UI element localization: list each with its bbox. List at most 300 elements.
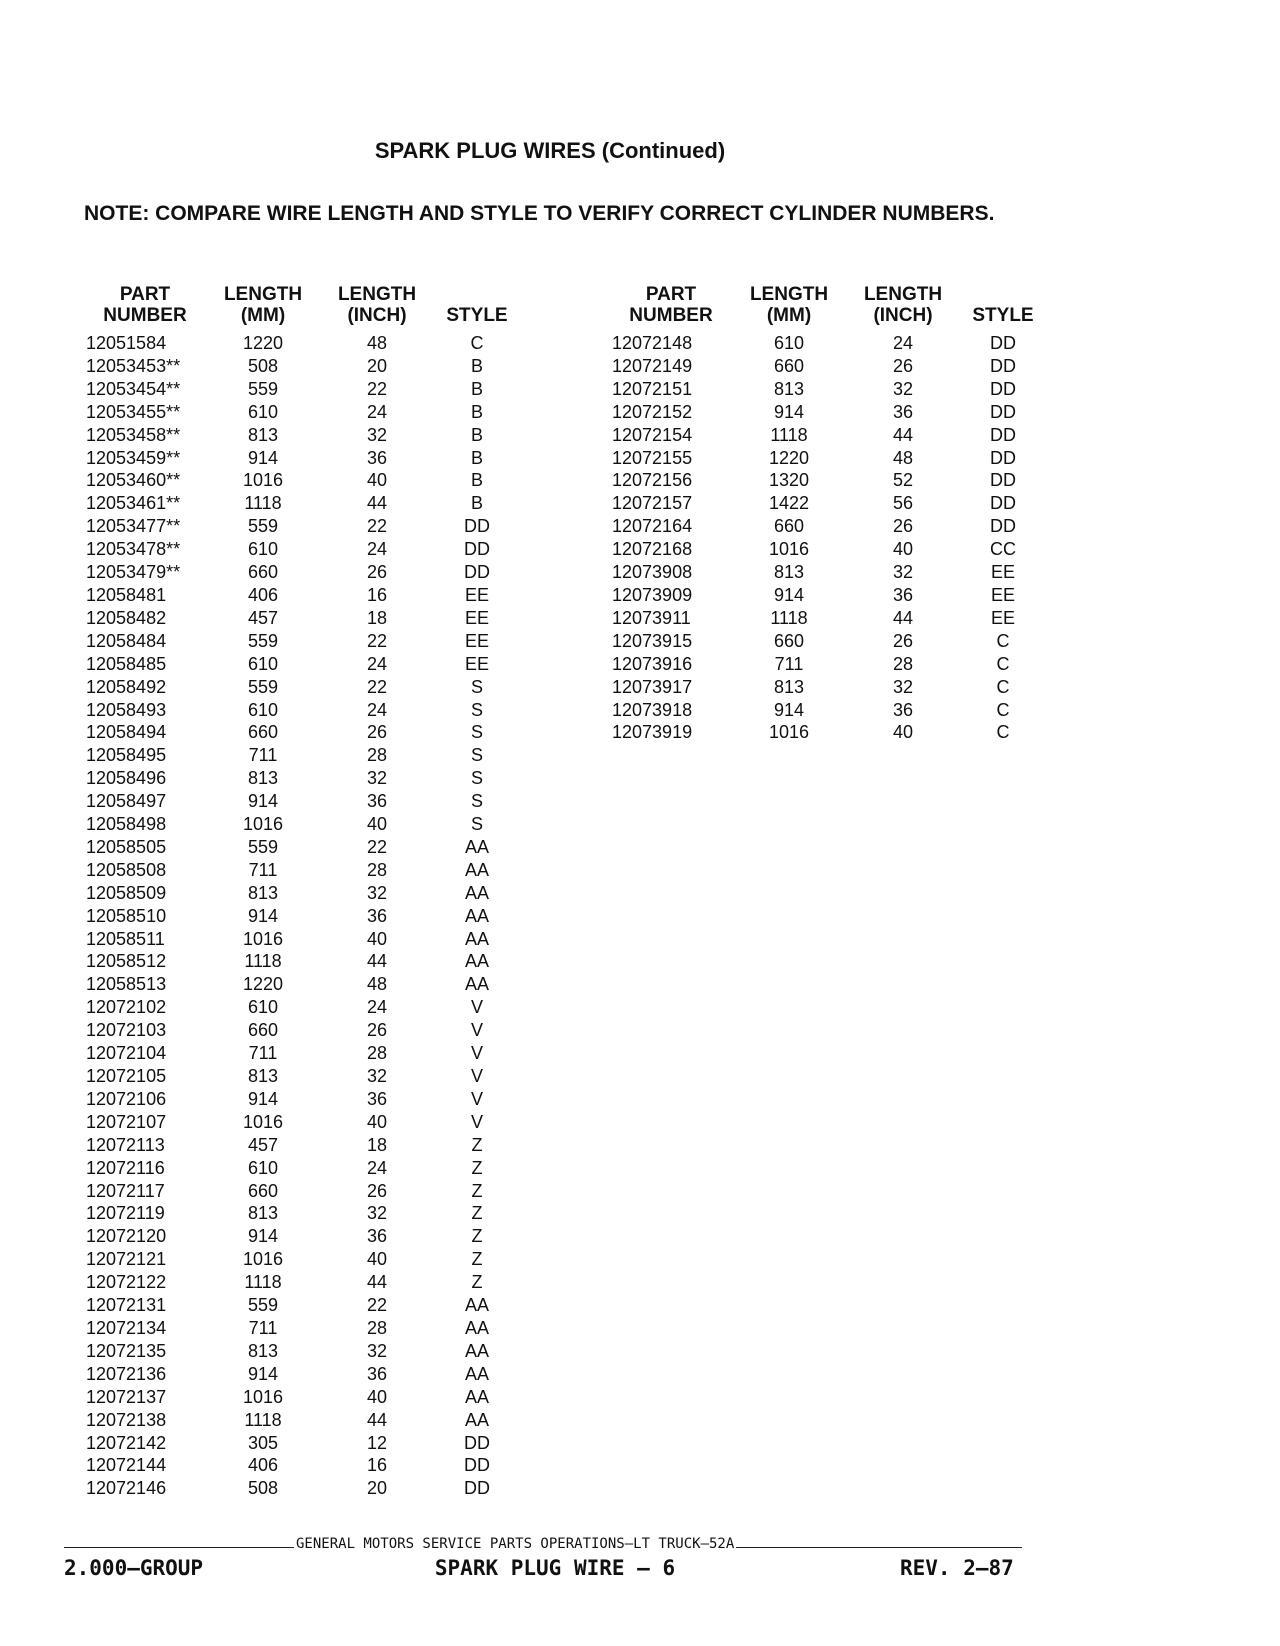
style-cell: EE: [990, 584, 1015, 605]
length-inch-cell: 44: [892, 607, 914, 628]
length-mm-cell: 914: [247, 1226, 279, 1247]
length-mm-cell: 406: [247, 1455, 279, 1476]
length-mm-cell: 711: [774, 653, 804, 674]
table-row: [86, 905, 522, 928]
length-mm-cell: 559: [247, 836, 279, 857]
length-mm-cell: 660: [247, 562, 279, 583]
length-inch-cell: 22: [366, 378, 388, 399]
length-mm-cell: 914: [773, 401, 805, 422]
table-row: [86, 859, 522, 882]
table-row: [612, 378, 1048, 401]
part-number-cell: 12058513: [86, 974, 167, 995]
part-number-cell: 12058509: [86, 882, 167, 903]
part-number-cell: 12058498: [86, 814, 167, 835]
part-number-cell: 12072121: [86, 1249, 167, 1270]
table-row: [86, 882, 522, 905]
length-inch-cell: 26: [892, 355, 914, 376]
length-mm-cell: 1118: [244, 951, 282, 972]
style-cell: Z: [471, 1226, 483, 1247]
table-row: [86, 1432, 522, 1455]
part-number-cell: 12053455**: [86, 401, 181, 422]
length-mm-cell: 711: [248, 1317, 278, 1338]
length-inch-cell: 40: [892, 539, 914, 560]
part-number-cell: 12053453**: [86, 355, 181, 376]
length-inch-cell: 32: [366, 1340, 388, 1361]
length-mm-cell: 508: [247, 355, 279, 376]
header-part-number: PART NUMBER: [629, 284, 713, 326]
part-number-cell: 12072144: [86, 1455, 167, 1476]
table-row: [86, 836, 522, 859]
part-number-cell: 12072116: [86, 1157, 165, 1178]
length-inch-cell: 24: [892, 333, 914, 353]
style-cell: DD: [990, 516, 1016, 537]
part-number-cell: 12072152: [612, 401, 693, 422]
length-inch-cell: 40: [366, 1386, 388, 1407]
style-cell: DD: [990, 401, 1016, 422]
style-cell: V: [470, 1111, 483, 1132]
length-mm-cell: 1118: [244, 1409, 282, 1430]
style-cell: AA: [464, 1409, 489, 1430]
length-mm-cell: 559: [247, 676, 279, 697]
style-cell: AA: [464, 951, 489, 972]
length-inch-cell: 18: [366, 1134, 388, 1155]
style-cell: V: [470, 1066, 483, 1086]
style-cell: AA: [464, 1317, 489, 1338]
length-inch-cell: 44: [892, 424, 914, 445]
length-mm-cell: 305: [247, 1432, 279, 1453]
table-row: [86, 1111, 522, 1134]
part-number-cell: 12072168: [612, 539, 693, 560]
table-row: [612, 561, 1048, 584]
length-mm-cell: 1220: [768, 447, 810, 468]
part-number-cell: 12072122: [86, 1272, 167, 1293]
style-cell: S: [470, 745, 483, 766]
style-cell: DD: [990, 355, 1016, 376]
length-mm-cell: 1016: [242, 1111, 284, 1132]
table-row: [86, 1477, 522, 1500]
length-inch-cell: 40: [366, 470, 388, 491]
length-mm-cell: 813: [773, 378, 805, 399]
style-cell: DD: [990, 378, 1016, 399]
style-cell: EE: [464, 584, 489, 605]
part-number-cell: 12053460**: [86, 470, 181, 491]
length-inch-cell: 36: [366, 791, 388, 812]
style-cell: DD: [464, 1432, 490, 1453]
part-number-cell: 12058484: [86, 630, 167, 651]
style-cell: AA: [464, 882, 489, 903]
table-row: [86, 401, 522, 424]
length-mm-cell: 1016: [242, 928, 284, 949]
table-row: [86, 561, 522, 584]
style-cell: S: [470, 699, 483, 720]
table-row: [86, 1248, 522, 1271]
length-mm-cell: 406: [247, 584, 279, 605]
length-inch-cell: 28: [892, 653, 914, 674]
table-row: [86, 1202, 522, 1225]
style-cell: C: [996, 630, 1010, 651]
table-row: [86, 1180, 522, 1203]
table-row: [86, 515, 522, 538]
table-row: [612, 469, 1048, 492]
part-number-cell: 12053479**: [86, 562, 181, 583]
length-mm-cell: 559: [247, 630, 279, 651]
length-inch-cell: 32: [366, 882, 388, 903]
part-number-cell: 12072107: [86, 1111, 167, 1132]
style-cell: DD: [464, 1478, 490, 1499]
length-mm-cell: 610: [247, 539, 279, 560]
table-row: [86, 790, 522, 813]
part-number-cell: 12072156: [612, 470, 693, 491]
style-cell: V: [470, 997, 483, 1018]
length-inch-cell: 22: [366, 630, 388, 651]
style-cell: S: [470, 768, 483, 789]
length-inch-cell: 40: [366, 1111, 388, 1132]
length-mm-cell: 914: [773, 584, 805, 605]
part-number-cell: 12072120: [86, 1226, 167, 1247]
part-number-cell: 12072155: [612, 447, 693, 468]
part-number-cell: 12058510: [86, 905, 167, 926]
length-mm-cell: 1016: [242, 470, 284, 491]
table-row: [86, 767, 522, 790]
length-mm-cell: 559: [247, 1295, 279, 1316]
length-inch-cell: 32: [366, 1203, 388, 1224]
length-mm-cell: 1118: [244, 1272, 282, 1293]
style-cell: DD: [464, 1455, 490, 1476]
table-row: [86, 699, 522, 722]
length-inch-cell: 32: [366, 1066, 388, 1086]
length-inch-cell: 20: [366, 1478, 388, 1499]
footer-group: 2.000–GROUP: [64, 1556, 204, 1580]
part-number-cell: 12073917: [612, 676, 693, 697]
length-inch-cell: 32: [892, 676, 914, 697]
table-row: [86, 813, 522, 836]
table-row: [86, 447, 522, 470]
length-inch-cell: 36: [366, 1226, 388, 1247]
table-row: [86, 492, 522, 515]
length-inch-cell: 48: [366, 333, 388, 353]
length-inch-cell: 26: [892, 630, 914, 651]
header-length-mm: LENGTH (MM): [223, 284, 303, 326]
table-row: [86, 950, 522, 973]
part-number-cell: 12072135: [86, 1340, 167, 1361]
part-number-cell: 12058494: [86, 722, 167, 743]
length-inch-cell: 32: [892, 378, 914, 399]
style-cell: B: [470, 355, 483, 376]
part-number-cell: 12058511: [86, 928, 165, 949]
part-number-cell: 12053458**: [86, 424, 181, 445]
table-row: [612, 721, 1048, 744]
style-cell: AA: [464, 1363, 489, 1384]
part-number-cell: 12058481: [86, 584, 167, 605]
style-cell: AA: [464, 928, 489, 949]
table-row: [86, 424, 522, 447]
part-number-cell: 12072151: [612, 378, 693, 399]
table-row: [86, 1157, 522, 1180]
table-row: [612, 515, 1048, 538]
length-inch-cell: 24: [366, 539, 388, 560]
part-number-cell: 12072119: [86, 1203, 165, 1224]
part-number-cell: 12073908: [612, 562, 693, 583]
length-inch-cell: 12: [366, 1432, 388, 1453]
table-body-left: [86, 332, 522, 1500]
style-cell: EE: [990, 562, 1015, 583]
table-row: [86, 744, 522, 767]
style-cell: Z: [471, 1180, 483, 1201]
length-inch-cell: 24: [366, 653, 388, 674]
part-number-cell: 12072104: [86, 1043, 167, 1064]
parts-table-left: [86, 284, 522, 1500]
length-inch-cell: 32: [366, 768, 388, 789]
length-mm-cell: 813: [773, 676, 805, 697]
style-cell: DD: [464, 539, 490, 560]
style-cell: Z: [471, 1157, 483, 1178]
part-number-cell: 12072131: [86, 1295, 167, 1316]
part-number-cell: 12072102: [86, 997, 167, 1018]
length-inch-cell: 26: [366, 722, 388, 743]
style-cell: CC: [990, 539, 1016, 560]
table-row: [612, 584, 1048, 607]
part-number-cell: 12053478**: [86, 539, 181, 560]
length-inch-cell: 48: [892, 447, 914, 468]
style-cell: B: [470, 447, 483, 468]
length-inch-cell: 36: [366, 905, 388, 926]
length-inch-cell: 40: [366, 928, 388, 949]
part-number-cell: 12058485: [86, 653, 167, 674]
style-cell: AA: [464, 836, 489, 857]
table-row: [86, 721, 522, 744]
table-row: [612, 630, 1048, 653]
style-cell: B: [470, 470, 483, 491]
length-mm-cell: 813: [247, 424, 279, 445]
table-row: [86, 1019, 522, 1042]
length-mm-cell: 813: [247, 1066, 279, 1086]
length-mm-cell: 610: [247, 997, 279, 1018]
length-mm-cell: 914: [247, 791, 279, 812]
part-number-cell: 12072148: [612, 333, 693, 353]
length-inch-cell: 20: [366, 355, 388, 376]
table-row: [86, 1065, 522, 1088]
part-number-cell: 12072117: [86, 1180, 165, 1201]
length-mm-cell: 711: [248, 745, 278, 766]
part-number-cell: 12073919: [612, 722, 693, 743]
page-note: NOTE: COMPARE WIRE LENGTH AND STYLE TO VERIFY CORRECT CYLINDER NUMBERS.: [84, 202, 995, 225]
table-body-right: [612, 332, 1048, 744]
length-inch-cell: 24: [366, 401, 388, 422]
table-row: [86, 973, 522, 996]
header-part-number: PART NUMBER: [103, 284, 187, 326]
table-row: [86, 607, 522, 630]
part-number-cell: 12058496: [86, 768, 167, 789]
footer-revision: REV. 2–87: [900, 1556, 1014, 1580]
length-mm-cell: 813: [247, 1340, 279, 1361]
table-row: [86, 1454, 522, 1477]
part-number-cell: 12072149: [612, 355, 693, 376]
style-cell: AA: [464, 859, 489, 880]
length-inch-cell: 26: [892, 516, 914, 537]
length-inch-cell: 26: [366, 1020, 388, 1041]
length-mm-cell: 813: [247, 882, 279, 903]
part-number-cell: 12058505: [86, 836, 167, 857]
header-style: STYLE: [446, 305, 508, 326]
part-number-cell: 12053477**: [86, 516, 181, 537]
length-inch-cell: 24: [366, 997, 388, 1018]
length-inch-cell: 52: [892, 470, 914, 491]
page-title: SPARK PLUG WIRES (Continued): [374, 138, 726, 163]
style-cell: S: [470, 791, 483, 812]
part-number-cell: 12058512: [86, 951, 167, 972]
style-cell: AA: [464, 905, 489, 926]
length-inch-cell: 44: [366, 493, 388, 514]
style-cell: EE: [464, 607, 489, 628]
length-mm-cell: 813: [773, 562, 805, 583]
style-cell: Z: [471, 1272, 483, 1293]
length-inch-cell: 32: [366, 424, 388, 445]
table-row: [612, 538, 1048, 561]
style-cell: V: [470, 1020, 483, 1041]
part-number-cell: 12058482: [86, 607, 167, 628]
table-row: [86, 653, 522, 676]
style-cell: EE: [990, 607, 1015, 628]
style-cell: B: [470, 378, 483, 399]
length-inch-cell: 24: [366, 1157, 388, 1178]
style-cell: B: [470, 424, 483, 445]
table-header-row: [612, 284, 1048, 332]
length-inch-cell: 28: [366, 859, 388, 880]
part-number-cell: 12072113: [86, 1134, 165, 1155]
length-inch-cell: 22: [366, 836, 388, 857]
part-number-cell: 12053454**: [86, 378, 181, 399]
style-cell: Z: [471, 1134, 483, 1155]
length-mm-cell: 1320: [768, 470, 810, 491]
style-cell: C: [996, 722, 1010, 743]
style-cell: C: [470, 333, 484, 353]
part-number-cell: 12072157: [612, 493, 693, 514]
length-mm-cell: 660: [247, 1180, 279, 1201]
length-inch-cell: 36: [366, 447, 388, 468]
style-cell: DD: [990, 333, 1016, 353]
length-mm-cell: 457: [247, 607, 279, 628]
length-inch-cell: 22: [366, 676, 388, 697]
length-mm-cell: 813: [247, 768, 279, 789]
table-row: [86, 355, 522, 378]
length-mm-cell: 914: [247, 1363, 279, 1384]
length-inch-cell: 44: [366, 1272, 388, 1293]
part-number-cell: 12072105: [86, 1066, 167, 1086]
length-inch-cell: 22: [366, 1295, 388, 1316]
length-mm-cell: 559: [247, 516, 279, 537]
length-mm-cell: 1016: [242, 1249, 284, 1270]
table-row: [612, 332, 1048, 355]
length-mm-cell: 914: [247, 447, 279, 468]
length-mm-cell: 660: [773, 516, 805, 537]
length-inch-cell: 26: [366, 562, 388, 583]
header-length-inch: LENGTH (INCH): [337, 284, 417, 326]
length-mm-cell: 1220: [242, 974, 284, 995]
length-inch-cell: 28: [366, 1317, 388, 1338]
part-number-cell: 12058495: [86, 745, 167, 766]
part-number-cell: 12072154: [612, 424, 693, 445]
table-row: [86, 1340, 522, 1363]
length-inch-cell: 32: [892, 562, 914, 583]
style-cell: EE: [464, 630, 489, 651]
table-row: [86, 1386, 522, 1409]
part-number-cell: 12058497: [86, 791, 167, 812]
table-row: [86, 1225, 522, 1248]
part-number-cell: 12072138: [86, 1409, 167, 1430]
length-mm-cell: 711: [248, 1043, 278, 1064]
table-row: [86, 630, 522, 653]
table-row: [612, 401, 1048, 424]
length-inch-cell: 16: [366, 1455, 388, 1476]
length-inch-cell: 40: [892, 722, 914, 743]
table-row: [86, 469, 522, 492]
length-mm-cell: 1118: [244, 493, 282, 514]
table-row: [612, 607, 1048, 630]
length-mm-cell: 914: [247, 905, 279, 926]
part-number-cell: 12072134: [86, 1317, 167, 1338]
part-number-cell: 12058492: [86, 676, 167, 697]
length-inch-cell: 36: [892, 401, 914, 422]
part-number-cell: 12072137: [86, 1386, 167, 1407]
part-number-cell: 12072136: [86, 1363, 167, 1384]
table-row: [86, 1294, 522, 1317]
style-cell: S: [470, 676, 483, 697]
length-mm-cell: 660: [247, 1020, 279, 1041]
length-mm-cell: 1220: [242, 333, 284, 353]
parts-table-right: [612, 284, 1048, 744]
part-number-cell: 12072164: [612, 516, 693, 537]
part-number-cell: 12072142: [86, 1432, 167, 1453]
length-mm-cell: 508: [247, 1478, 279, 1499]
style-cell: V: [470, 1043, 483, 1064]
part-number-cell: 12072106: [86, 1088, 167, 1109]
style-cell: C: [996, 699, 1010, 720]
length-inch-cell: 56: [892, 493, 914, 514]
table-row: [86, 378, 522, 401]
length-mm-cell: 1016: [768, 539, 810, 560]
length-mm-cell: 610: [773, 333, 805, 353]
style-cell: DD: [990, 470, 1016, 491]
footer-publisher: GENERAL MOTORS SERVICE PARTS OPERATIONS—LT TRUCK—52A: [296, 1536, 735, 1552]
table-row: [86, 1409, 522, 1432]
style-cell: B: [470, 493, 483, 514]
length-mm-cell: 610: [247, 401, 279, 422]
part-number-cell: 12073909: [612, 584, 693, 605]
footer-section: SPARK PLUG WIRE – 6: [434, 1556, 676, 1580]
style-cell: DD: [990, 424, 1016, 445]
style-cell: S: [470, 722, 483, 743]
part-number-cell: 12073918: [612, 699, 693, 720]
length-mm-cell: 457: [247, 1134, 279, 1155]
length-mm-cell: 1118: [770, 607, 808, 628]
header-style: STYLE: [972, 305, 1034, 326]
style-cell: Z: [471, 1203, 483, 1224]
table-row: [612, 424, 1048, 447]
part-number-cell: 12073915: [612, 630, 693, 651]
length-inch-cell: 22: [366, 516, 388, 537]
table-row: [612, 699, 1048, 722]
style-cell: AA: [464, 1340, 489, 1361]
length-inch-cell: 28: [366, 1043, 388, 1064]
table-row: [86, 1134, 522, 1157]
table-row: [612, 492, 1048, 515]
style-cell: DD: [990, 493, 1016, 514]
style-cell: S: [470, 814, 483, 835]
length-mm-cell: 914: [247, 1088, 279, 1109]
style-cell: C: [996, 653, 1010, 674]
length-mm-cell: 660: [247, 722, 279, 743]
table-row: [86, 1271, 522, 1294]
